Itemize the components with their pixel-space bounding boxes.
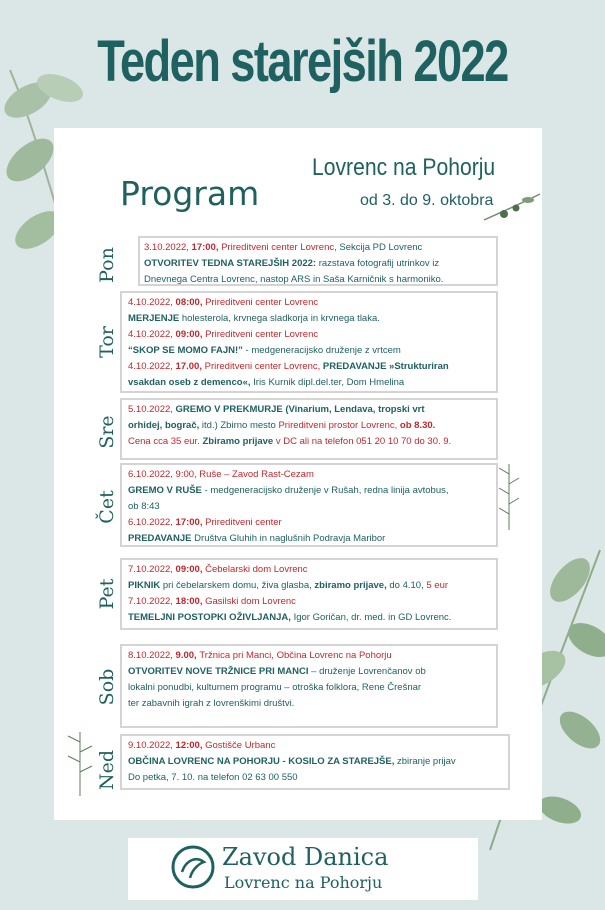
event-box-saturday: 8.10.2022, 9.00, Tržnica pri Manci, Občina Lovrenc na Pohorju OTVORITEV NOVE TRŽNICE PRI MANCI – druženje Lovrenčanov ob lokalni ponudbi, kulturnem programu – otroška folklora, Rene Črešnar ter zabavnih igrah z lovrenškimi društvi.	[120, 644, 498, 728]
logo-name: Zavod Danica	[222, 843, 389, 871]
day-label-monday: Pon	[96, 247, 118, 283]
danica-logo-icon	[168, 842, 218, 892]
day-label-sunday: Ned	[96, 749, 118, 791]
location-heading: Lovrenc na Pohorju	[312, 154, 496, 181]
sprig-icon	[482, 190, 542, 230]
event-box-tuesday: 4.10.2022, 08:00, Prireditveni center Lovrenc MERJENJE holesterola, krvnega sladkorja in krvnega tlaka. 4.10.2022, 09:00, Prireditveni center Lovrenc “SKOP SE MOMO FAJN!” - medgeneracijsko druženje z vrtcem 4.10.2022, 17.00, Prireditveni center Lovrenc, PREDAVANJE »Strukturiran vsakdan oseb z demenco«, Iris Kurnik dipl.del.ter, Dom Hmelina	[120, 291, 498, 393]
program-heading: Program	[120, 174, 260, 213]
event-box-monday: 3.10.2022, 17:00, Prireditveni center Lovrenc, Sekcija PD Lovrenc OTVORITEV TEDNA STAREJŠIH 2022: razstava fotografij utrinkov iz Dnevnega Centra Lovrenc, nastop ARS in Saša Karničnik s harmoniko.	[138, 236, 498, 286]
day-label-tuesday: Tor	[96, 326, 118, 358]
logo-subtitle: Lovrenc na Pohorju	[224, 873, 383, 892]
event-box-wednesday: 5.10.2022, GREMO V PREKMURJE (Vinarium, Lendava, tropski vrt orhidej, bograč, itd.) Zbirno mesto Prireditveni prostor Lovrenc, ob 8.30. Cena cca 35 eur. Zbiramo prijave v DC ali na telefon 051 20 10 70 do 30. 9.	[120, 398, 498, 460]
date-range: od 3. do 9. oktobra	[360, 192, 494, 209]
day-label-friday: Pet	[96, 578, 118, 610]
event-box-thursday: 6.10.2022, 9:00, Ruše – Zavod Rast-Cezam GREMO V RUŠE - medgeneracijsko druženje v Rušah, redna linija avtobus, ob 8:43 6.10.2022, 17:00, Prireditveni center PREDAVANJE Društva Gluhih in naglušnih Podravja Maribor	[120, 463, 498, 547]
event-box-sunday: 9.10.2022, 12:00, Gostišče Urbanc OBČINA LOVRENC NA POHORJU - KOSILO ZA STAREJŠE, zbiranje prijav Do petka, 7. 10. na telefon 02 63 00 550	[120, 734, 510, 790]
event-box-friday: 7.10.2022, 09:00, Čebelarski dom Lovrenc PIKNIK pri čebelarskem domu, živa glasba, zbiramo prijave, do 4.10, 5 eur 7.10.2022, 18:00, Gasilski dom Lovrenc TEMELJNI POSTOPKI OŽIVLJANJA, Igor Goričan, dr. med. in GD Lovrenc.	[120, 558, 498, 630]
sprig-icon	[494, 462, 524, 532]
sprig-icon	[60, 728, 100, 798]
day-label-wednesday: Sre	[96, 415, 118, 449]
poster-title: Teden starejših 2022	[97, 29, 508, 94]
day-label-thursday: Čet	[96, 490, 118, 524]
day-label-saturday: Sob	[96, 668, 118, 706]
